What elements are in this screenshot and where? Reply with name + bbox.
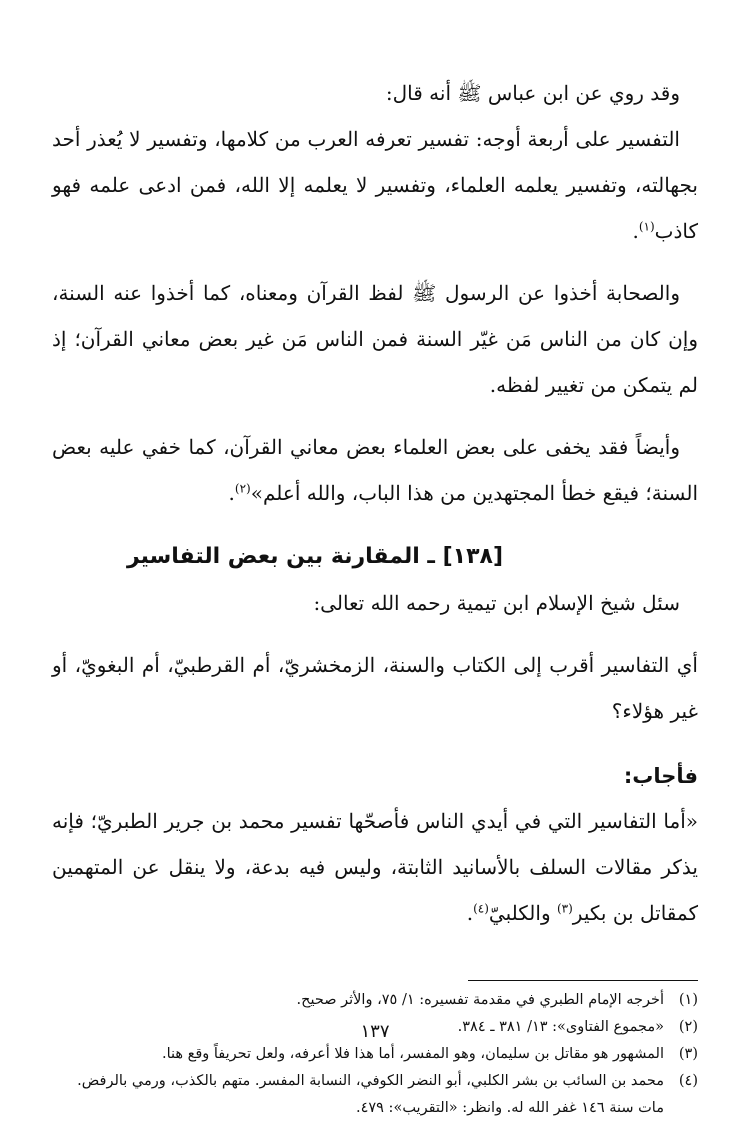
page-number: ١٣٧ (360, 1021, 390, 1042)
question-intro: سئل شيخ الإسلام ابن تيمية رحمه الله تعالى: (313, 591, 680, 615)
section-title: [١٣٨] ـ المقارنة بين بعض التفاسير (126, 544, 504, 569)
footnote-ref-4[interactable]: (٤) (473, 901, 489, 916)
answer-end: . (466, 901, 474, 925)
footnote-number: (٣) (678, 1046, 698, 1062)
footnote-number: (٤) (678, 1073, 698, 1089)
companions-paragraph: والصحابة أخذوا عن الرسول ﷺ لفظ القرآن ومعناه، كما أخذوا عنه السنة، وإن كان من الناس مَن غيّر السنة فمن الناس مَن غير بعض معاني القرآن؛ إذ لم يتمكن من تغيير لفظه. (52, 281, 698, 397)
book-page (52, 70, 698, 1116)
footnote-text: محمد بن السائب بن بشر الكلبي، أبو النضر الكوفي، النسابة المفسر. متهم بالكذب، ورمي بالرفض. مات سنة ١٤٦ غفر الله له. وانظر: «التقريب»: ٤٧٩. (77, 1073, 664, 1116)
answer-paragraph (52, 798, 698, 936)
footnote-ref-2[interactable]: (٢) (234, 481, 251, 496)
intro-paragraph: وقد روي عن ابن عباس ﷺ أنه قال: (385, 81, 680, 105)
footnote-1 (52, 987, 698, 1014)
footnote-ref-3[interactable]: (٣) (556, 901, 573, 916)
scholars-paragraph (52, 424, 698, 516)
question-text: أي التفاسير أقرب إلى الكتاب والسنة، الزمخشريّ، أم القرطبيّ، أم البغويّ، أو غير هؤلاء؟ (52, 653, 698, 723)
scholars-text: وأيضاً فقد يخفى على بعض العلماء بعض معاني القرآن، كما خفي عليه بعض السنة؛ فيقع خطأ المجتهدين من هذا الباب، والله أعلم» (52, 435, 698, 505)
footnote-separator (468, 980, 698, 981)
footnote-text: «مجموع الفتاوى»: ١٣/ ٣٨١ ـ ٣٨٤. (457, 1019, 664, 1035)
answer-text-a: «أما التفاسير التي في أيدي الناس فأصحّها تفسير محمد بن جرير الطبريّ؛ فإنه يذكر مقالات السلف بالأسانيد الثابتة، وليس فيه بدعة، ولا ينقل عن المتهمين كمقاتل بن بكير (52, 809, 698, 925)
footnotes-list (52, 987, 698, 1122)
footnote-4 (52, 1068, 698, 1122)
footnote-ref-1[interactable]: (١) (638, 219, 655, 234)
tafsir-types-paragraph (52, 116, 698, 254)
answer-label: فأجاب: (623, 764, 698, 788)
footnote-number: (٢) (678, 1019, 698, 1035)
tafsir-types-end: . (632, 219, 639, 243)
tafsir-types-text: التفسير على أربعة أوجه: تفسير تعرفه العرب من كلامها، وتفسير لا يُعذر أحد بجهالته، وتفسير يعلمه العلماء، وتفسير لا يعلمه إلا الله، فمن ادعى علمه فهو كاذب (52, 127, 698, 243)
answer-text-b: والكلبيّ (488, 901, 557, 925)
footnote-text: أخرجه الإمام الطبري في مقدمة تفسيره: ١/ ٧٥، والأثر صحيح. (296, 992, 664, 1008)
footnote-text: المشهور هو مقاتل بن سليمان، وهو المفسر، أما هذا فلا أعرفه، ولعل تحريفاً وقع هنا. (161, 1046, 664, 1062)
footnote-3 (52, 1041, 698, 1068)
footnote-number: (١) (678, 992, 698, 1008)
scholars-end: . (228, 481, 235, 505)
